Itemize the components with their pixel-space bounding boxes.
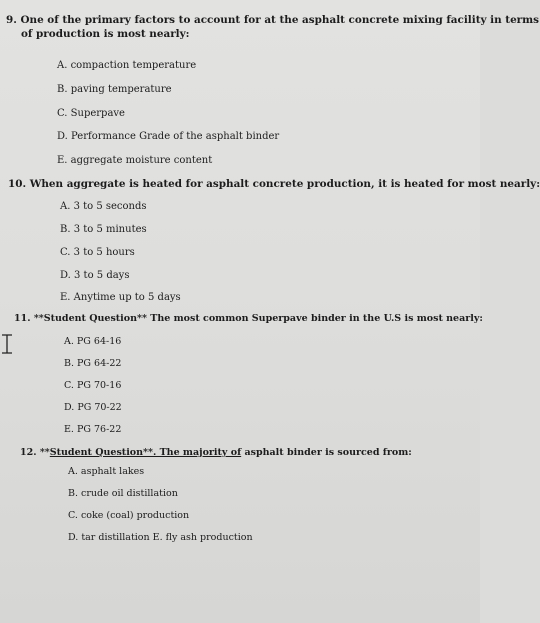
- question-10-option-e[interactable]: E. Anytime up to 5 days: [60, 292, 181, 303]
- question-9-option-b[interactable]: B. paving temperature: [57, 84, 172, 95]
- question-10-option-d[interactable]: D. 3 to 5 days: [60, 270, 130, 281]
- question-12-option-c[interactable]: C. coke (coal) production: [68, 510, 190, 521]
- question-11-option-a[interactable]: A. PG 64-16: [64, 336, 122, 347]
- question-12-prefix: 12. **: [20, 447, 50, 458]
- question-11-option-c[interactable]: C. PG 70-16: [64, 380, 122, 391]
- question-11-option-b[interactable]: B. PG 64-22: [64, 358, 122, 369]
- question-9-option-e[interactable]: E. aggregate moisture content: [57, 155, 213, 166]
- question-9-option-d[interactable]: D. Performance Grade of the asphalt binder: [57, 131, 280, 142]
- question-9-text: 9. One of the primary factors to account for at the asphalt concrete mixing facility in terms: [6, 14, 540, 26]
- question-10-option-b[interactable]: B. 3 to 5 minutes: [60, 224, 147, 235]
- question-12-suffix: asphalt binder is sourced from:: [241, 447, 412, 458]
- question-11-option-d[interactable]: D. PG 70-22: [64, 402, 122, 413]
- question-12-option-a[interactable]: A. asphalt lakes: [68, 466, 145, 477]
- question-11-option-e[interactable]: E. PG 76-22: [64, 424, 122, 435]
- text-cursor-icon: [0, 334, 14, 354]
- question-9-option-c[interactable]: C. Superpave: [57, 108, 125, 119]
- question-10-option-c[interactable]: C. 3 to 5 hours: [60, 247, 135, 258]
- question-12-underlined: Student Question**. The majority of: [49, 447, 242, 458]
- question-12-text: [20, 446, 412, 460]
- question-12-option-d[interactable]: D. tar distillation E. fly ash production: [68, 532, 253, 543]
- question-11-text: 11. **Student Question** The most common Superpave binder in the U.S is most nearly:: [14, 313, 483, 324]
- question-12-option-b[interactable]: B. crude oil distillation: [68, 488, 178, 499]
- question-9-text-cont: of production is most nearly:: [21, 28, 190, 40]
- question-10-option-a[interactable]: A. 3 to 5 seconds: [60, 201, 147, 212]
- question-9-option-a[interactable]: A. compaction temperature: [57, 60, 197, 71]
- question-10-text: 10. When aggregate is heated for asphalt concrete production, it is heated for most nearly:: [8, 178, 540, 190]
